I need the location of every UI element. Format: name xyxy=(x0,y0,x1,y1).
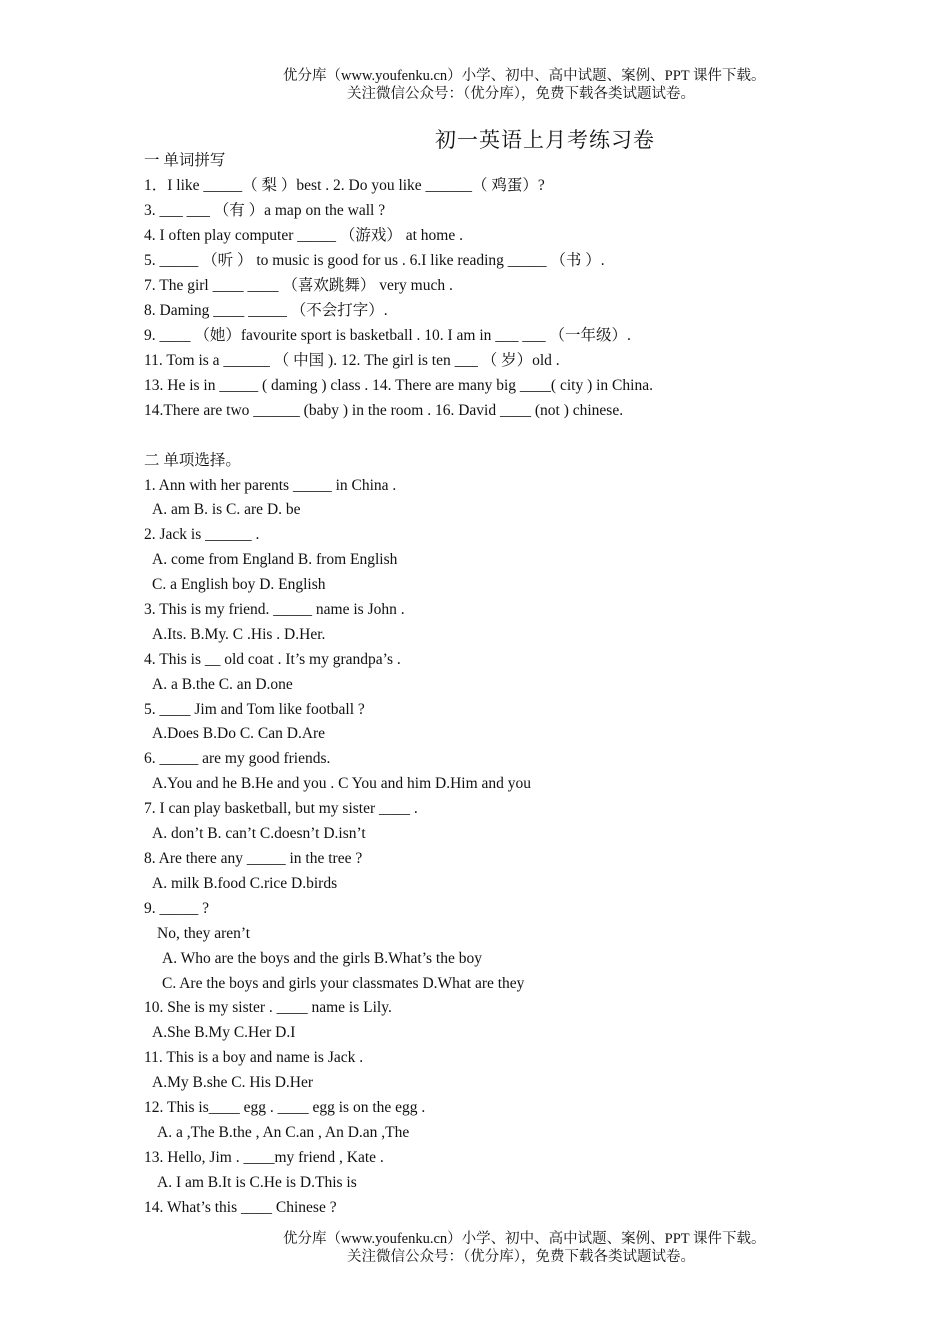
options: A. Who are the boys and the girls B.What’s the boy xyxy=(162,950,482,967)
section1-line: 7. The girl ____ ____ （喜欢跳舞） very much . xyxy=(144,277,453,294)
question: 10. She is my sister . ____ name is Lily. xyxy=(144,999,392,1016)
question: 3. This is my friend. _____ name is John . xyxy=(144,601,405,618)
header-line-2: 关注微信公众号：（优分库），免费下载各类试题试卷。 xyxy=(347,86,695,102)
section1-heading: 一 单词拼写 xyxy=(144,152,226,169)
question: 8. Are there any _____ in the tree ? xyxy=(144,850,363,867)
question: 11. This is a boy and name is Jack . xyxy=(144,1049,364,1066)
section1-line: 9. ____ （她）favourite sport is basketball . 10. I am in ___ ___ （一年级）. xyxy=(144,327,631,344)
section1-line: 5. _____ （听 ） to music is good for us . 6.I like reading _____ （书 ）. xyxy=(144,252,605,269)
page-header xyxy=(0,67,950,103)
section1-line: 3. ___ ___ （有 ）a map on the wall ? xyxy=(144,202,386,219)
answer-line: No, they aren’t xyxy=(157,925,251,942)
options: A. a ,The B.the , An C.an , An D.an ,The xyxy=(157,1124,410,1141)
options: A. come from England B. from English xyxy=(152,551,398,568)
section1-line: 8. Daming ____ _____ （不会打字）. xyxy=(144,302,388,319)
options: A.You and he B.He and you . C You and him D.Him and you xyxy=(152,775,532,792)
question: 12. This is____ egg . ____ egg is on the egg . xyxy=(144,1099,426,1116)
options: C. Are the boys and girls your classmates D.What are they xyxy=(162,975,525,992)
section2-heading: 二 单项选择。 xyxy=(144,452,241,469)
options: A. I am B.It is C.He is D.This is xyxy=(157,1174,357,1191)
options: A.She B.My C.Her D.I xyxy=(152,1024,296,1041)
options: A.Its. B.My. C .His . D.Her. xyxy=(152,626,326,643)
question: 7. I can play basketball, but my sister ____ . xyxy=(144,800,418,817)
question: 9. _____ ? xyxy=(144,900,210,917)
options: A. milk B.food C.rice D.birds xyxy=(152,875,338,892)
question: 2. Jack is ______ . xyxy=(144,526,260,543)
section1-line: 14.There are two ______ (baby ) in the room . 16. David ____ (not ) chinese. xyxy=(144,402,624,419)
options: A.Does B.Do C. Can D.Are xyxy=(152,725,326,742)
question: 4. This is __ old coat . It’s my grandpa’s . xyxy=(144,651,401,668)
section1-line: 4. I often play computer _____ （游戏） at home . xyxy=(144,227,463,244)
footer-line-2: 关注微信公众号：（优分库），免费下载各类试题试卷。 xyxy=(347,1249,695,1265)
question: 5. ____ Jim and Tom like football ? xyxy=(144,701,365,718)
options: A. a B.the C. an D.one xyxy=(152,676,293,693)
question: 6. _____ are my good friends. xyxy=(144,750,331,767)
options: A.My B.she C. His D.Her xyxy=(152,1074,314,1091)
page-footer xyxy=(0,1230,950,1266)
options: C. a English boy D. English xyxy=(152,576,326,593)
question: 14. What’s this ____ Chinese ? xyxy=(144,1199,337,1216)
options: A. am B. is C. are D. be xyxy=(152,501,301,518)
section1-line: 13. He is in _____ ( daming ) class . 14. There are many big ____( city ) in China. xyxy=(144,377,653,394)
options: A. don’t B. can’t C.doesn’t D.isn’t xyxy=(152,825,366,842)
header-line-1: 优分库（www.youfenku.cn）小学、初中、高中试题、案例、PPT 课件下载。 xyxy=(283,68,766,84)
footer-line-1: 优分库（www.youfenku.cn）小学、初中、高中试题、案例、PPT 课件下载。 xyxy=(283,1231,766,1247)
section1-line: 11. Tom is a ______ （ 中国 ). 12. The girl is ten ___ （ 岁）old . xyxy=(144,352,560,369)
page-title: 初一英语上月考练习卷 xyxy=(435,128,655,152)
question: 1. Ann with her parents _____ in China . xyxy=(144,477,397,494)
section1-line: 1．I like _____（ 梨 ）best . 2. Do you like ______（ 鸡蛋）? xyxy=(144,177,545,194)
question: 13. Hello, Jim . ____my friend , Kate . xyxy=(144,1149,384,1166)
